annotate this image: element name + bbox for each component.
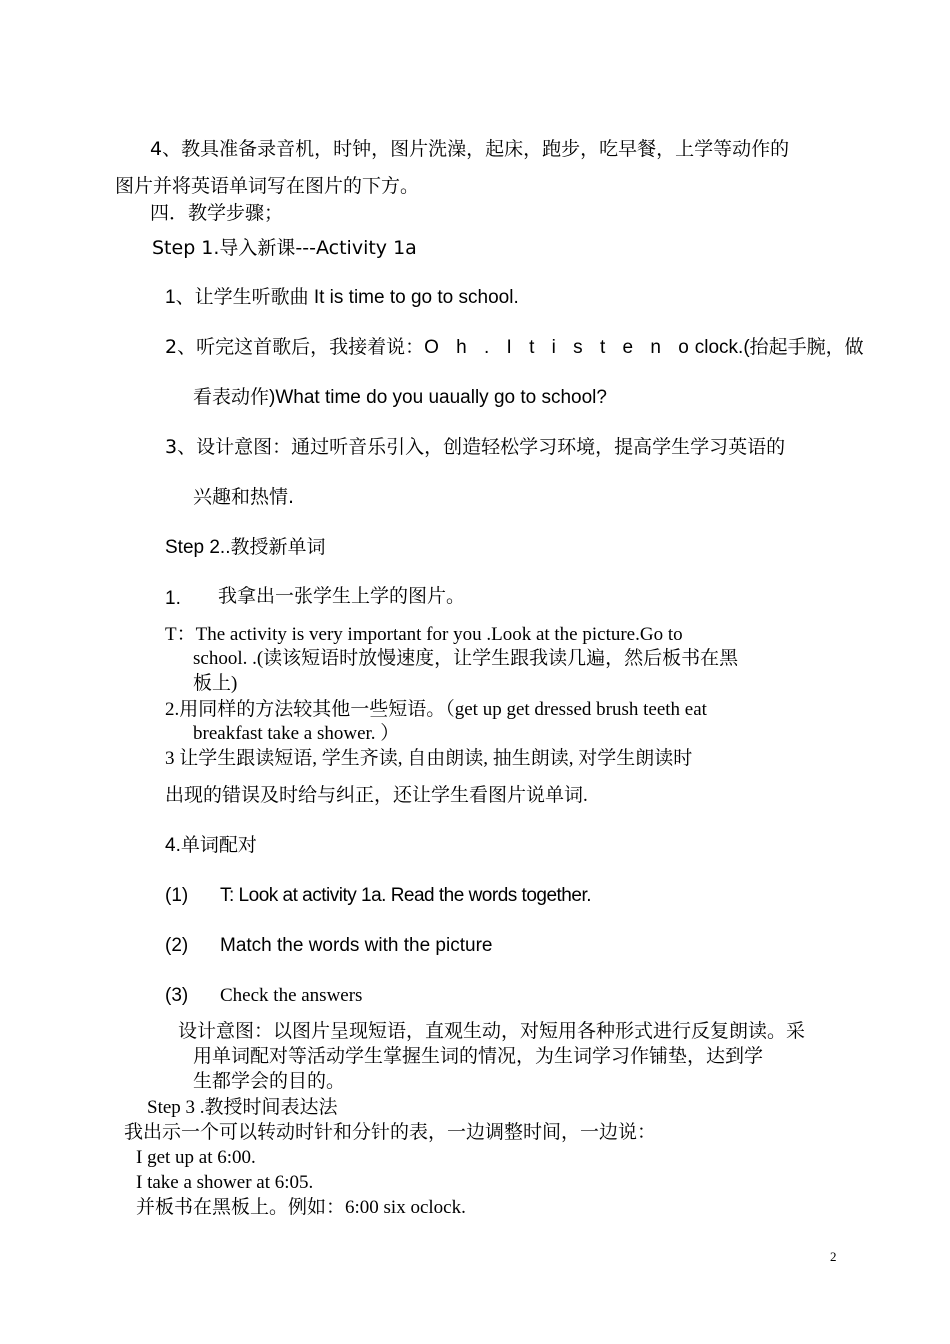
text-line: T: Look at activity 1a. Read the words together. bbox=[220, 885, 592, 906]
text-line: breakfast take a shower. ） bbox=[193, 723, 400, 744]
text-line: 2.用同样的方法较其他一些短语。（get up get dressed brush teeth eat bbox=[165, 699, 707, 720]
step-heading: Step 2..教授新单词 bbox=[165, 537, 326, 558]
text-span: 2、听完这首歌后，我接着说： bbox=[165, 336, 425, 358]
list-number: (2) bbox=[165, 935, 189, 956]
text-line: 出现的错误及时给与纠正，还让学生看图片说单词. bbox=[165, 785, 588, 806]
section-heading: 四．教学步骤； bbox=[150, 202, 284, 224]
text-line: 我出示一个可以转动时针和分针的表，一边调整时间，一边说： bbox=[124, 1121, 657, 1143]
text-line: 生都学会的目的。 bbox=[193, 1070, 346, 1092]
text-span: clock.(抬起手腕，做 bbox=[694, 337, 864, 358]
list-number: (1) bbox=[165, 885, 189, 906]
list-number: 1. bbox=[165, 588, 181, 609]
text-line bbox=[165, 337, 864, 359]
text-line: 板上) bbox=[193, 673, 238, 694]
text-line: T：The activity is very important for you .Look at the picture.Go to bbox=[165, 624, 683, 645]
text-line: Match the words with the picture bbox=[220, 935, 493, 956]
text-line: 1、让学生听歌曲 It is time to go to school. bbox=[165, 287, 519, 308]
step-heading: Step 1.导入新课---Activity 1a bbox=[152, 237, 417, 259]
text-line: 4、教具准备录音机，时钟，图片洗澡，起床，跑步，吃早餐，上学等动作的 bbox=[150, 138, 790, 160]
text-line: school. .(读该短语时放慢速度，让学生跟我读几遍，然后板书在黑 bbox=[193, 648, 739, 669]
text-line: 设计意图：以图片呈现短语，直观生动，对短用各种形式进行反复朗读。采 bbox=[178, 1020, 806, 1042]
text-line: 图片并将英语单词写在图片的下方。 bbox=[115, 175, 420, 197]
text-line: 兴趣和热情. bbox=[193, 486, 295, 508]
text-line: 我拿出一张学生上学的图片。 bbox=[218, 585, 466, 607]
text-line: 看表动作)What time do you uaually go to school? bbox=[193, 387, 607, 408]
list-number: (3) bbox=[165, 985, 189, 1006]
text-line: I take a shower at 6:05. bbox=[136, 1172, 314, 1193]
text-line: 3、设计意图：通过听音乐引入，创造轻松学习环境，提高学生学习英语的 bbox=[165, 436, 786, 458]
text-line: 3 让学生跟读短语, 学生齐读, 自由朗读, 抽生朗读, 对学生朗读时 bbox=[165, 748, 693, 769]
step-heading: Step 3 .教授时间表达法 bbox=[147, 1097, 338, 1118]
text-line: 4.单词配对 bbox=[165, 835, 257, 856]
text-line: Check the answers bbox=[220, 985, 363, 1006]
page-number: 2 bbox=[830, 1249, 837, 1264]
text-line: 用单词配对等活动学生掌握生词的情况，为生词学习作铺垫，达到学 bbox=[193, 1045, 764, 1067]
text-line: I get up at 6:00. bbox=[136, 1147, 256, 1168]
text-span: O h . I t i s t e n o bbox=[424, 337, 695, 358]
text-line: 并板书在黑板上。例如：6:00 six oclock. bbox=[136, 1197, 466, 1218]
